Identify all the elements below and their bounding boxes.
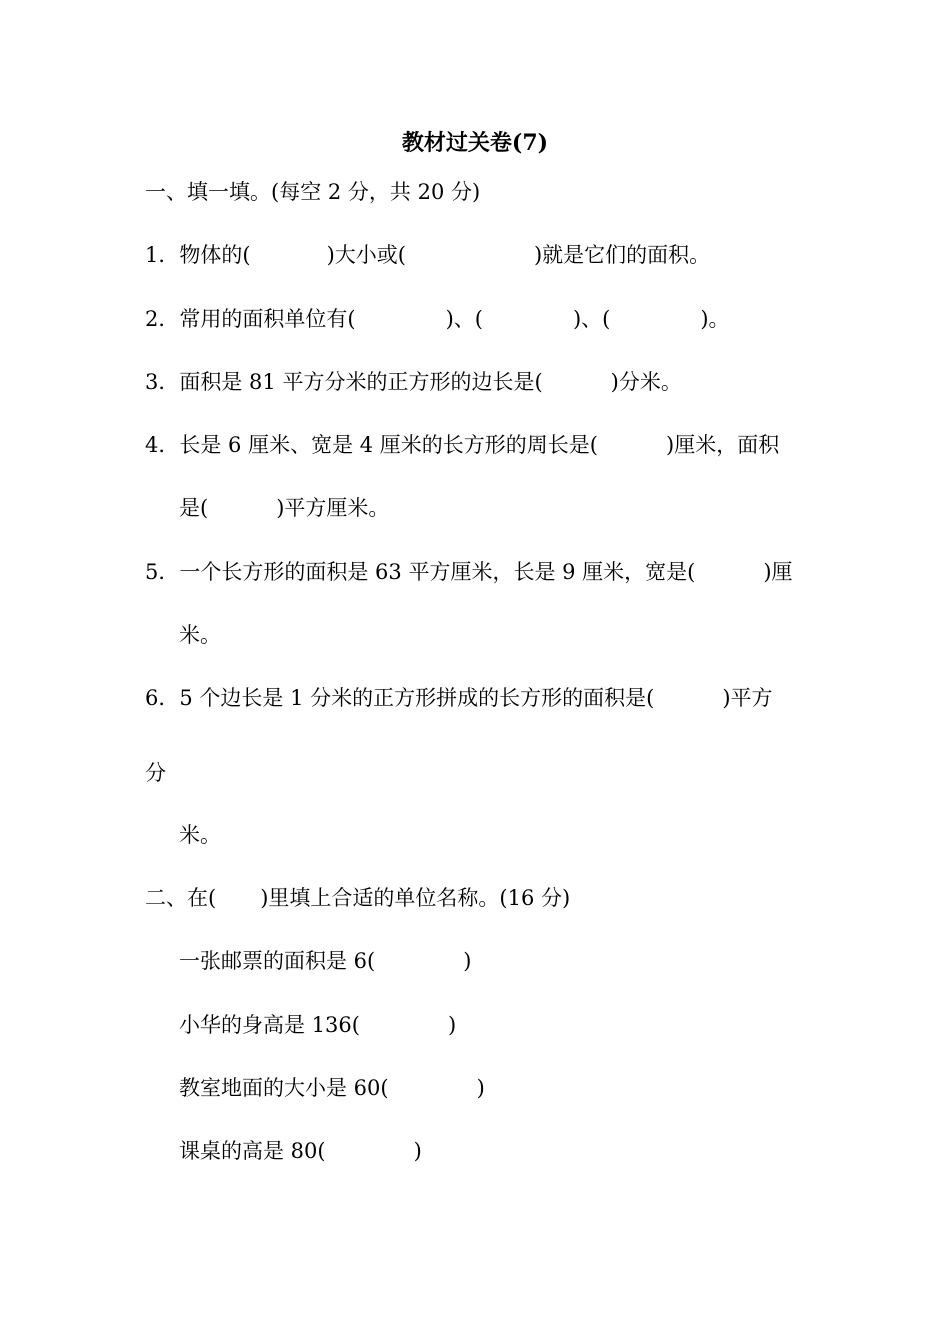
question-4-continued	[179, 495, 389, 521]
question-1-number: 1．	[145, 243, 180, 267]
section2-item-3	[179, 1075, 485, 1101]
question-4-text-d: )平方厘米。	[276, 496, 390, 520]
question-4-number: 4．	[145, 433, 180, 457]
question-1-text-b: )大小或(	[326, 243, 406, 267]
section2-heading-a: 二、在(	[145, 886, 217, 910]
section2-heading-b: )里填上合适的单位名称。(16 分)	[260, 886, 571, 910]
section2-item-4	[179, 1138, 422, 1164]
question-4-text-b: )厘米，面积	[666, 433, 780, 457]
question-5	[145, 559, 793, 585]
question-1-text-a: 物体的(	[179, 243, 251, 267]
question-2-number: 2．	[145, 307, 180, 331]
question-1-text-c: )就是它们的面积。	[533, 243, 711, 267]
section2-heading	[145, 885, 570, 911]
question-6-continued-1: 分	[145, 761, 166, 785]
section2-item-1	[179, 948, 471, 974]
page-title: 教材过关卷(7)	[401, 130, 549, 156]
section1-heading: 一、填一填。(每空 2 分，共 20 分)	[145, 180, 481, 204]
question-5-text-a: 一个长方形的面积是 63 平方厘米，长是 9 厘米，宽是(	[179, 560, 696, 584]
section2-item-4-text: 课桌的高是 80(	[179, 1139, 326, 1163]
section2-item-1-close: )	[463, 949, 472, 973]
question-3-text-a: 面积是 81 平方分米的正方形的边长是(	[179, 370, 543, 394]
question-5-number: 5．	[145, 560, 180, 584]
question-6-text-b: )平方	[722, 686, 773, 710]
question-6-text-a: 5 个边长是 1 分米的正方形拼成的长方形的面积是(	[179, 686, 655, 710]
section2-item-2-close: )	[447, 1013, 457, 1037]
question-6	[145, 685, 773, 711]
section2-item-2	[179, 1012, 456, 1038]
question-4-text-c: 是(	[179, 496, 209, 520]
question-5-continued: 米。	[179, 623, 221, 647]
section2-item-3-close: )	[476, 1076, 485, 1100]
question-6-number: 6．	[145, 686, 180, 710]
question-3-text-b: )分米。	[610, 370, 682, 394]
question-4-text-a: 长是 6 厘米、宽是 4 厘米的长方形的周长是(	[179, 433, 598, 457]
section2-item-2-text: 小华的身高是 136(	[179, 1013, 360, 1037]
question-3-number: 3．	[145, 370, 180, 394]
question-2-text-c: )、(	[572, 307, 611, 331]
question-2-text-d: )。	[700, 307, 730, 331]
question-2-text-a: 常用的面积单位有(	[179, 307, 356, 331]
question-6-continued-2: 米。	[179, 823, 221, 847]
question-1	[145, 242, 710, 268]
section2-item-1-text: 一张邮票的面积是 6(	[179, 949, 376, 973]
section2-item-4-close: )	[413, 1139, 422, 1163]
section2-item-3-text: 教室地面的大小是 60(	[179, 1076, 389, 1100]
question-3	[145, 369, 682, 395]
question-4	[145, 432, 779, 458]
question-5-text-b: )厘	[763, 560, 793, 584]
question-2-text-b: )、(	[445, 307, 483, 331]
question-2	[145, 306, 730, 332]
